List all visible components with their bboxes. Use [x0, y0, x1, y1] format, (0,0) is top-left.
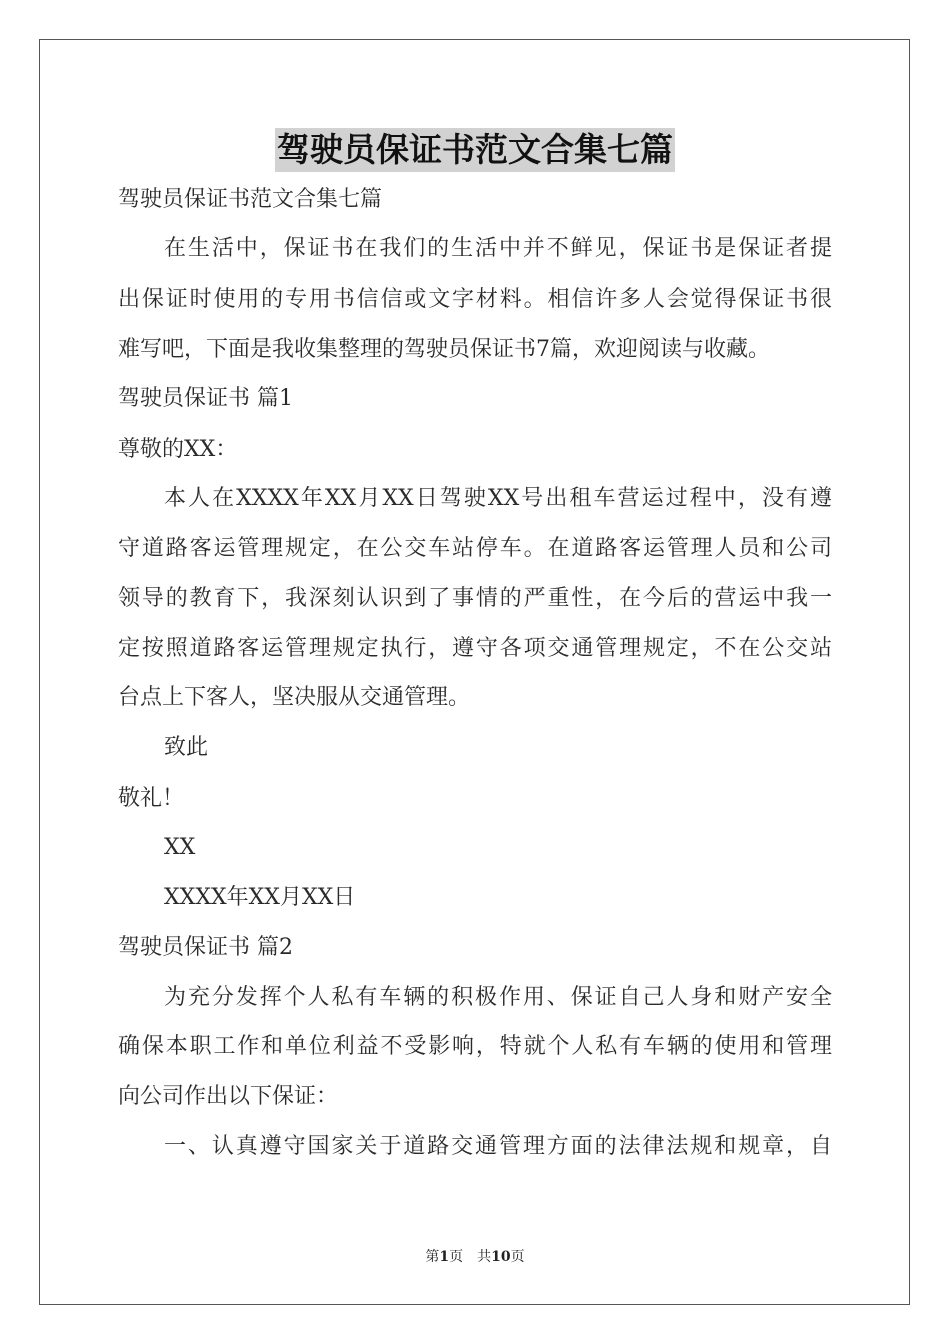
section2-paragraph-line-2: 确保本职工作和单位利益不受影响，特就个人私有车辆的使用和管理 — [118, 1034, 832, 1059]
section-heading-2: 驾驶员保证书 篇2 — [118, 935, 293, 960]
body-paragraph-line-2: 守道路客运管理规定，在公交车站停车。在道路客运管理人员和公司 — [118, 536, 832, 561]
signature-name: XX — [164, 835, 196, 860]
body-paragraph-line-3: 领导的教育下，我深刻认识到了事情的严重性，在今后的营运中我一 — [118, 586, 832, 611]
body-paragraph-line-4: 定按照道路客运管理规定执行，遵守各项交通管理规定，不在公交站 — [118, 636, 832, 661]
section2-paragraph-line-3: 向公司作出以下保证： — [118, 1084, 339, 1109]
signature-date: XXXX年XX月XX日 — [164, 885, 356, 910]
total-pages: 10 — [491, 1249, 511, 1265]
subtitle-line: 驾驶员保证书范文合集七篇 — [118, 187, 383, 212]
page-border — [39, 39, 910, 1305]
intro-paragraph-line-3: 难写吧，下面是我收集整理的驾驶员保证书7篇，欢迎阅读与收藏。 — [118, 337, 770, 362]
total-prefix: 共 — [477, 1249, 492, 1265]
section2-item-1-line-1: 一、认真遵守国家关于道路交通管理方面的法律法规和规章，自 — [164, 1134, 832, 1159]
section-heading-1: 驾驶员保证书 篇1 — [118, 386, 293, 411]
section2-paragraph-line-1: 为充分发挥个人私有车辆的积极作用、保证自己人身和财产安全 — [164, 985, 832, 1010]
intro-paragraph-line-1: 在生活中，保证书在我们的生活中并不鲜见，保证书是保证者提 — [164, 236, 832, 261]
body-paragraph-line-5: 台点上下客人，坚决服从交通管理。 — [118, 685, 471, 710]
total-suffix: 页 — [510, 1249, 525, 1265]
page-suffix: 页 — [449, 1249, 464, 1265]
page-footer — [0, 1247, 950, 1267]
body-paragraph-line-1: 本人在XXXX年XX月XX日驾驶XX号出租车营运过程中，没有遵 — [164, 486, 832, 511]
document-title: 驾驶员保证书范文合集七篇 — [275, 128, 675, 172]
regards-line: 敬礼！ — [118, 786, 185, 811]
page-prefix: 第 — [425, 1249, 440, 1265]
title-container — [0, 128, 950, 172]
closing-line: 致此 — [164, 735, 209, 760]
intro-paragraph-line-2: 出保证时使用的专用书信信或文字材料。相信许多人会觉得保证书很 — [118, 287, 832, 312]
salutation: 尊敬的XX： — [118, 437, 238, 462]
page-number: 1 — [439, 1249, 450, 1265]
